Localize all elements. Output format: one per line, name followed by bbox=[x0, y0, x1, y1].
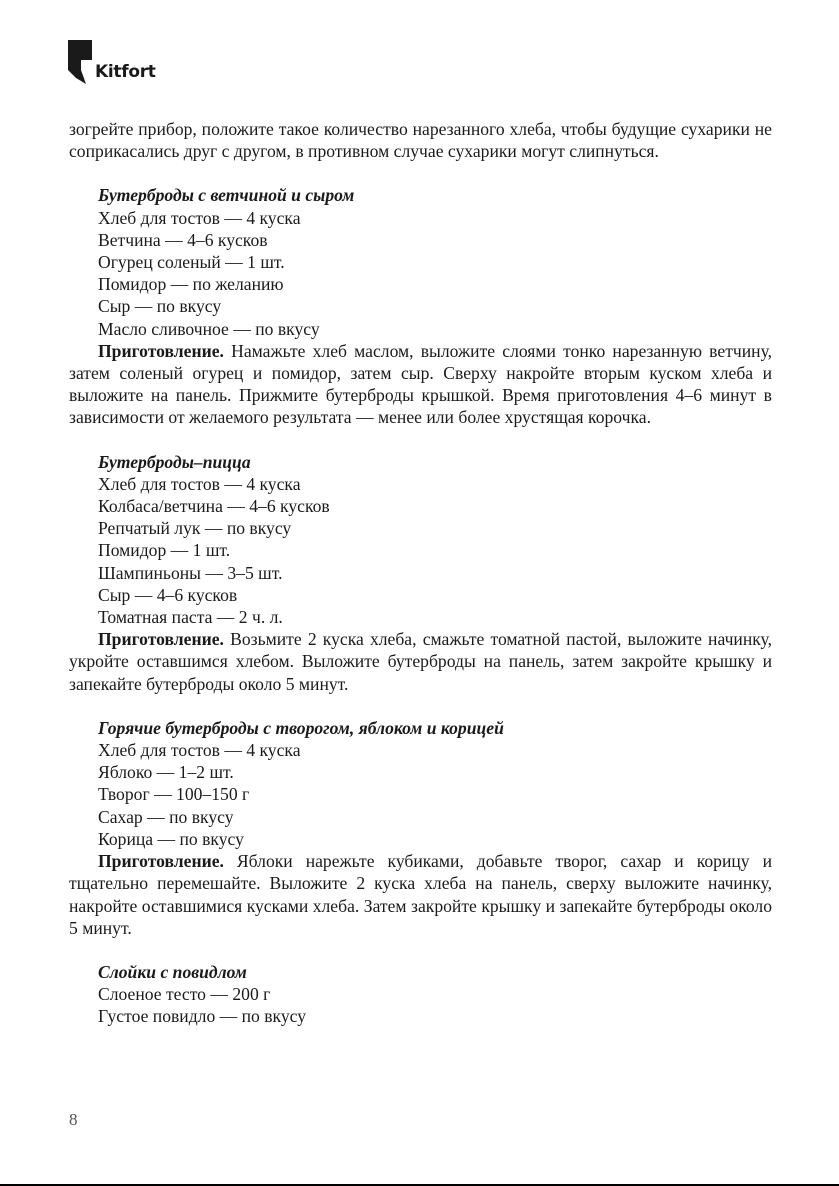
ingredient: Хлеб для тостов — 4 куска bbox=[98, 473, 301, 494]
recipe-title: Слойки с повидлом bbox=[98, 961, 247, 982]
ingredient: Масло сливочное — по вкусу bbox=[98, 318, 320, 339]
ingredient: Ветчина — 4–6 кусков bbox=[98, 229, 268, 250]
ingredient: Репчатый лук — по вкусу bbox=[98, 518, 292, 539]
page-number: 8 bbox=[69, 1110, 78, 1129]
recipe-title: Бутерброды с ветчиной и сыром bbox=[98, 185, 355, 206]
preparation-label: Приготовление. bbox=[98, 629, 224, 650]
preparation-text: Яблоки нарежьте кубиками, добавьте творог, сахар и корицу и тщательно перемешайте. Выложите 2 куска хлеба на панель, сверху выложите начинку, накройте оставшимися кусками хлеба. Затем закройте крышку и запекайте бутерброды около 5 минут. bbox=[69, 851, 772, 938]
preparation bbox=[69, 628, 772, 695]
kitfort-shield-icon bbox=[68, 40, 92, 84]
ingredient: Корица — по вкусу bbox=[98, 828, 244, 849]
ingredient: Яблоко — 1–2 шт. bbox=[98, 762, 234, 783]
preparation bbox=[69, 850, 772, 939]
ingredient: Огурец соленый — 1 шт. bbox=[98, 252, 285, 273]
ingredient: Густое повидло — по вкусу bbox=[98, 1006, 307, 1027]
ingredient: Творог — 100–150 г bbox=[98, 784, 250, 805]
ingredient: Томатная паста — 2 ч. л. bbox=[98, 607, 283, 628]
ingredient: Сахар — по вкусу bbox=[98, 806, 234, 827]
preparation-text: Намажьте хлеб маслом, выложите слоями тонко нарезанную ветчину, затем соленый огурец и помидор, затем сыр. Сверху накройте вторым куском хлеба и выложите на панель. Прижмите бутерброды крышкой. Время приготовления 4–6 минут в зависимости от желаемого результата — менее или более хрустящая корочка. bbox=[69, 340, 772, 428]
ingredient: Сыр — 4–6 кусков bbox=[98, 584, 238, 605]
preparation bbox=[69, 340, 772, 429]
ingredient: Хлеб для тостов — 4 куска bbox=[98, 740, 301, 761]
recipe-title: Бутерброды–пицца bbox=[98, 451, 251, 472]
recipe-puff-jam bbox=[69, 961, 772, 1028]
ingredient: Шампиньоны — 3–5 шт. bbox=[98, 562, 283, 583]
intro-paragraph: зогрейте прибор, положите такое количество нарезанного хлеба, чтобы будущие сухарики не соприкасались друг с другом, в противном случае сухарики могут слипнуться. bbox=[69, 119, 772, 162]
preparation-label: Приготовление. bbox=[98, 851, 224, 872]
ingredient: Слоеное тесто — 200 г bbox=[98, 984, 271, 1005]
ingredient: Сыр — по вкусу bbox=[98, 296, 222, 317]
preparation-label: Приготовление. bbox=[98, 340, 224, 361]
ingredient: Хлеб для тостов — 4 куска bbox=[98, 207, 301, 228]
recipe-title: Горячие бутерброды с творогом, яблоком и корицей bbox=[98, 717, 504, 738]
preparation-text: Возьмите 2 куска хлеба, смажьте томатной пастой, выложите начинку, укройте оставшимся хлебом. Выложите бутерброды на панель, затем закройте крышку и запекайте бутерброды около 5 минут. bbox=[69, 629, 772, 694]
recipe-hot-curd-apple bbox=[69, 717, 772, 939]
recipe-ham-cheese bbox=[69, 184, 772, 428]
brand-logo bbox=[68, 40, 168, 84]
recipe-pizza-sandwich bbox=[69, 451, 772, 695]
brand-name: Kitfort bbox=[95, 62, 156, 82]
ingredient: Помидор — 1 шт. bbox=[98, 540, 231, 561]
ingredient: Помидор — по желанию bbox=[98, 274, 284, 295]
ingredient: Колбаса/ветчина — 4–6 кусков bbox=[98, 496, 330, 517]
page-content bbox=[69, 118, 772, 1028]
